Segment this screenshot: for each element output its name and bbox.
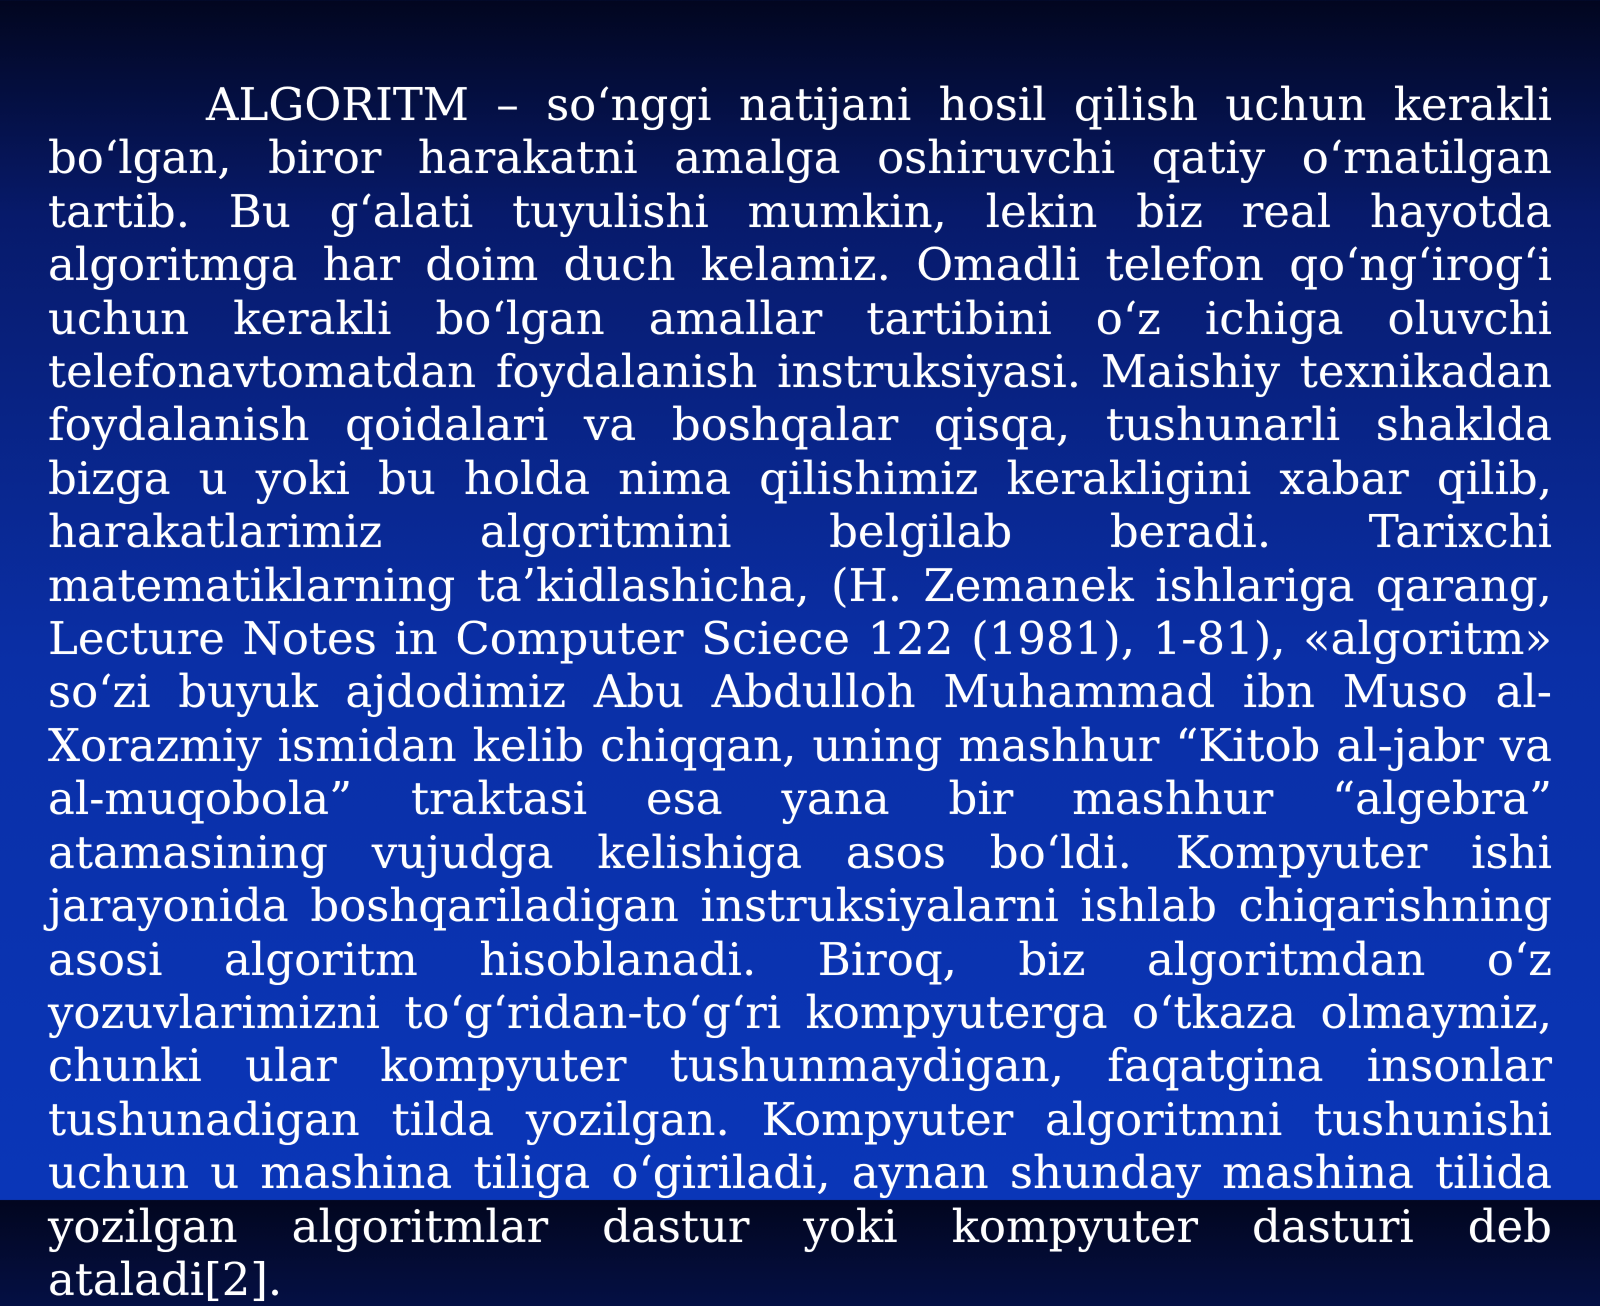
slide-content: [48, 78, 1552, 1306]
body-paragraph: ALGORITM – so‘nggi natijani hosil qilish uchun kerakli bo‘lgan, biror harakatni amalga oshiruvchi qatiy o‘rnatilgan tartib. Bu g‘alati tuyulishi mumkin, lekin biz real hayotda algoritmga har doim duch kelamiz. Omadli telefon qo‘ng‘irog‘i uchun kerakli bo‘lgan amallar tartibini o‘z ichiga oluvchi telefonavtomatdan foydalanish instruksiyasi. Maishiy texnikadan foydalanish qoidalari va boshqalar qisqa, tushunarli shaklda bizga u yoki bu holda nima qilishimiz kerakligini xabar qilib, harakatlarimiz algoritmini belgilab beradi. Tarixchi matematiklarning ta’kidlashicha, (H. Zemanek ishlariga qarang, Lecture Notes in Computer Sciece 122 (1981), 1-81), «algoritm» so‘zi buyuk ajdodimiz Abu Abdulloh Muhammad ibn Muso al-Xorazmiy ismidan kelib chiqqan, uning mashhur “Kitob al-jabr va al-muqobola” traktasi esa yana bir mashhur “algebra” atamasining vujudga kelishiga asos bo‘ldi. Kompyuter ishi jarayonida boshqariladigan instruksiyalarni ishlab chiqarishning asosi algoritm hisoblanadi. Biroq, biz algoritmdan o‘z yozuvlarimizni to‘g‘ridan-to‘g‘ri kompyuterga o‘tkaza olmaymiz, chunki ular kompyuter tushunmaydigan, faqatgina insonlar tushunadigan tilda yozilgan. Kompyuter algoritmni tushunishi uchun u mashina tiliga o‘giriladi, aynan shunday mashina tilida yozilgan algoritmlar dastur yoki kompyuter dasturi deb ataladi[2].: [48, 78, 1552, 1306]
